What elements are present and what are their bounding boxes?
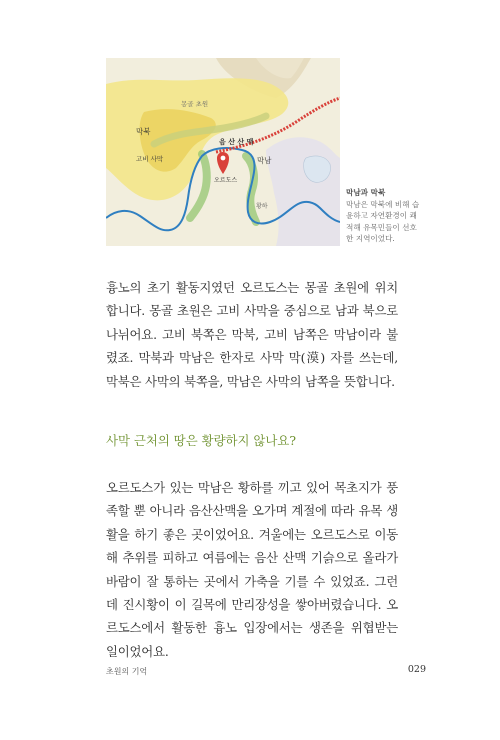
section-question: 사막 근처의 땅은 황량하지 않나요? (106, 433, 296, 448)
body-paragraph-1: 흉노의 초기 활동지였던 오르도스는 몽골 초원에 위치합니다. 몽골 초원은 고비 사막을 중심으로 남과 북으로 나뉘어요. 고비 북쪽은 막북, 고비 남쪽은 막남이라 불렸죠. 막북과 막남은 한자로 사막 막(漠) 자를 쓰는데, 막북은 사막의 북쪽을, 막남은 사막의 남쪽을 뜻합니다. (106, 280, 398, 389)
map-caption (346, 187, 456, 245)
caption-line: 적해 유목민들이 선호 (346, 222, 417, 232)
caption-line: 한 지역이었다. (346, 234, 395, 243)
page-number: 029 (407, 664, 426, 675)
map-label-ordos: 오르도스 (214, 177, 238, 184)
caption-line: 막남은 막북에 비해 습 (346, 199, 420, 209)
caption-title: 막남과 막북 (346, 188, 386, 197)
body-paragraph-2: 오르도스가 있는 막남은 황하를 끼고 있어 목초지가 풍족할 뿐 아니라 음산산맥을 오가며 계절에 따라 유목 생활을 하기 좋은 곳이었어요. 겨울에는 오르도스로 이동해 추위를 피하고 여름에는 음산 산맥 기슭으로 올라가 바람이 잘 통하는 곳에서 가축을 기를 수 있었죠. 그런데 진시황이 이 길목에 만리장성을 쌓아버렸습니다. 오르도스에서 활동한 흉노 입장에서는 생존을 위협받는 일이었어요. (106, 480, 398, 659)
map-label-grassland: 몽골 초원 (181, 100, 209, 108)
map-figure (106, 58, 340, 246)
map-label-north: 막북 (136, 127, 151, 136)
footer-book-title: 초원의 기억 (106, 667, 148, 676)
map-label-gobi: 고비 사막 (136, 155, 164, 163)
map-svg (106, 58, 340, 246)
caption-line: 윤하고 자연환경이 쾌 (346, 211, 417, 220)
map-label-south: 막남 (257, 156, 272, 165)
map-label-river: 황하 (256, 203, 268, 210)
map-label-mountains: 음 산 산 맥 (219, 138, 254, 146)
